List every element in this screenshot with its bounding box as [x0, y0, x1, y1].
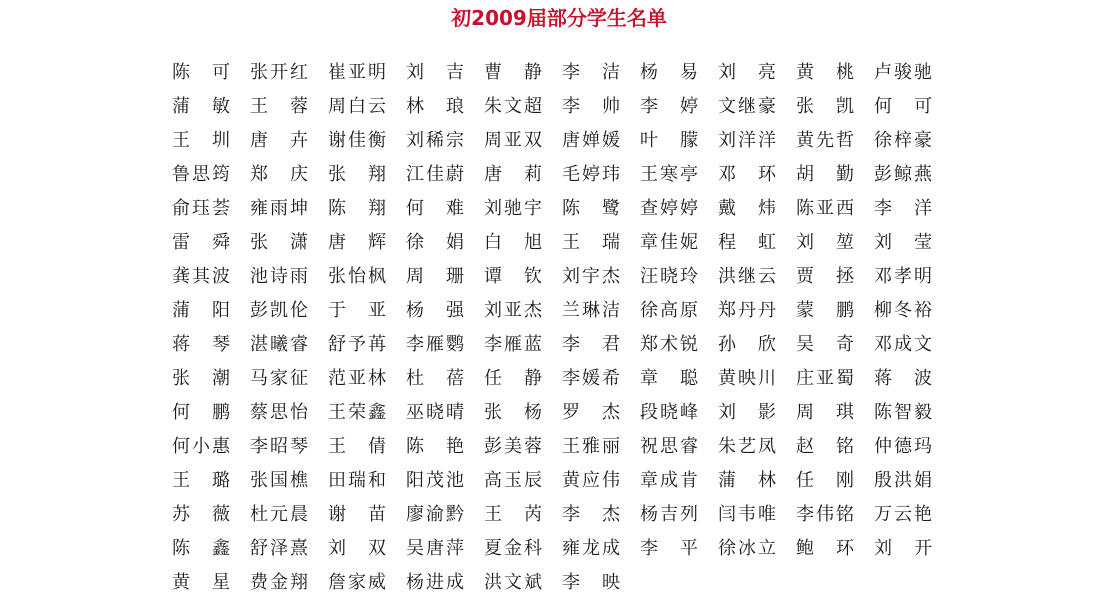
student-name: 陈 鹭 — [562, 198, 620, 219]
student-name: 杜元晨 — [250, 504, 308, 525]
student-name: 黄映川 — [718, 368, 776, 389]
student-name: 李 映 — [562, 572, 620, 593]
student-name: 万云艳 — [874, 504, 932, 525]
student-name: 陈智毅 — [874, 402, 932, 423]
student-name: 章 聪 — [640, 368, 698, 389]
student-name: 范亚林 — [328, 368, 386, 389]
student-name: 罗 杰 — [562, 402, 620, 423]
document-title: 初2009届部分学生名单 — [451, 6, 667, 30]
student-name: 任 刚 — [796, 470, 854, 491]
student-name: 王 圳 — [172, 130, 230, 151]
student-name: 汪晓玲 — [640, 266, 698, 287]
student-name: 张开红 — [250, 62, 308, 83]
student-name: 李 洁 — [562, 62, 620, 83]
student-name: 朱艺凤 — [718, 436, 776, 457]
student-name: 邓 环 — [718, 164, 776, 185]
student-name: 雷 舜 — [172, 232, 230, 253]
student-name: 王寒亭 — [640, 164, 698, 185]
student-name: 黄 星 — [172, 572, 230, 593]
student-name: 朱文超 — [484, 96, 542, 117]
student-name: 徐高原 — [640, 300, 698, 321]
student-name: 湛曦睿 — [250, 334, 308, 355]
student-name: 于 亚 — [328, 300, 386, 321]
student-name: 蔡思怡 — [250, 402, 308, 423]
student-name: 胡 勤 — [796, 164, 854, 185]
student-name: 彭鲸燕 — [874, 164, 932, 185]
student-name: 鲁思筠 — [172, 164, 230, 185]
student-name: 詹家威 — [328, 572, 386, 593]
student-name: 李雁鹦 — [406, 334, 464, 355]
student-name: 刘 影 — [718, 402, 776, 423]
student-name: 张 杨 — [484, 402, 542, 423]
student-name: 何小惠 — [172, 436, 230, 457]
student-name: 李 平 — [640, 538, 698, 559]
student-name: 张 翔 — [328, 164, 386, 185]
student-name: 俞珏荟 — [172, 198, 230, 219]
student-name: 雍雨坤 — [250, 198, 308, 219]
student-name: 周白云 — [328, 96, 386, 117]
student-name: 吴唐萍 — [406, 538, 464, 559]
student-name: 李 婷 — [640, 96, 698, 117]
student-name: 彭凯伦 — [250, 300, 308, 321]
student-name: 程 虹 — [718, 232, 776, 253]
student-name: 刘洋洋 — [718, 130, 776, 151]
student-name: 舒予苒 — [328, 334, 386, 355]
student-name: 蒲 林 — [718, 470, 776, 491]
student-name: 巫晓晴 — [406, 402, 464, 423]
student-name: 杜 蓓 — [406, 368, 464, 389]
student-name: 陈 鑫 — [172, 538, 230, 559]
student-name: 黄应伟 — [562, 470, 620, 491]
student-name: 李 帅 — [562, 96, 620, 117]
student-name: 张 潇 — [250, 232, 308, 253]
student-name: 洪文斌 — [484, 572, 542, 593]
student-name: 王 璐 — [172, 470, 230, 491]
student-name: 殷洪娟 — [874, 470, 932, 491]
student-name: 刘驰宇 — [484, 198, 542, 219]
student-name: 郑 庆 — [250, 164, 308, 185]
student-name: 邓孝明 — [874, 266, 932, 287]
student-name: 徐冰立 — [718, 538, 776, 559]
student-name: 祝思睿 — [640, 436, 698, 457]
student-name: 曹 静 — [484, 62, 542, 83]
student-name: 崔亚明 — [328, 62, 386, 83]
student-name: 谭 钦 — [484, 266, 542, 287]
student-name: 刘 开 — [874, 538, 932, 559]
student-name: 高玉辰 — [484, 470, 542, 491]
student-name: 陈 翔 — [328, 198, 386, 219]
student-name: 黄先哲 — [796, 130, 854, 151]
student-name: 章佳妮 — [640, 232, 698, 253]
student-name: 何 鹏 — [172, 402, 230, 423]
student-name: 唐 卉 — [250, 130, 308, 151]
student-name: 李 洋 — [874, 198, 932, 219]
student-name: 龚其波 — [172, 266, 230, 287]
student-name: 刘宇杰 — [562, 266, 620, 287]
student-name: 田瑞和 — [328, 470, 386, 491]
student-name: 郑术锐 — [640, 334, 698, 355]
student-name: 洪继云 — [718, 266, 776, 287]
student-name: 蒋 波 — [874, 368, 932, 389]
student-name: 李 杰 — [562, 504, 620, 525]
student-name: 段晓峰 — [640, 402, 698, 423]
student-name: 王 瑞 — [562, 232, 620, 253]
student-name: 徐 娟 — [406, 232, 464, 253]
student-name: 孙 欣 — [718, 334, 776, 355]
student-name: 任 静 — [484, 368, 542, 389]
student-name: 刘 莹 — [874, 232, 932, 253]
student-name: 谢 苗 — [328, 504, 386, 525]
student-name: 蒋 琴 — [172, 334, 230, 355]
student-name: 邓成文 — [874, 334, 932, 355]
student-name: 周 珊 — [406, 266, 464, 287]
student-name: 兰琳洁 — [562, 300, 620, 321]
student-name: 刘 双 — [328, 538, 386, 559]
student-name: 查婷婷 — [640, 198, 698, 219]
student-name: 费金翔 — [250, 572, 308, 593]
student-name: 何 可 — [874, 96, 932, 117]
student-name: 郑丹丹 — [718, 300, 776, 321]
student-name: 张国樵 — [250, 470, 308, 491]
student-name: 徐梓豪 — [874, 130, 932, 151]
student-name: 林 琅 — [406, 96, 464, 117]
student-name: 贾 拯 — [796, 266, 854, 287]
student-name: 舒泽熹 — [250, 538, 308, 559]
student-name: 唐 莉 — [484, 164, 542, 185]
student-name: 蒲 敏 — [172, 96, 230, 117]
student-name: 文继豪 — [718, 96, 776, 117]
student-name: 杨进成 — [406, 572, 464, 593]
student-name: 何 难 — [406, 198, 464, 219]
student-name: 蒲 阳 — [172, 300, 230, 321]
student-name: 刘亚杰 — [484, 300, 542, 321]
student-name: 李媛希 — [562, 368, 620, 389]
student-name: 闫韦唯 — [718, 504, 776, 525]
student-name: 雍龙成 — [562, 538, 620, 559]
student-name: 李昭琴 — [250, 436, 308, 457]
student-name: 陈 艳 — [406, 436, 464, 457]
student-name: 王荣鑫 — [328, 402, 386, 423]
student-name: 唐 辉 — [328, 232, 386, 253]
student-name: 刘 亮 — [718, 62, 776, 83]
student-name: 卢骏驰 — [874, 62, 932, 83]
student-name: 白 旭 — [484, 232, 542, 253]
student-name-grid — [172, 56, 952, 600]
student-name: 毛婷玮 — [562, 164, 620, 185]
student-name: 戴 炜 — [718, 198, 776, 219]
student-name: 李 君 — [562, 334, 620, 355]
student-name: 王 倩 — [328, 436, 386, 457]
student-name: 柳冬裕 — [874, 300, 932, 321]
student-name: 刘 堃 — [796, 232, 854, 253]
student-name: 周亚双 — [484, 130, 542, 151]
student-name: 张 凯 — [796, 96, 854, 117]
student-name: 李雁蓝 — [484, 334, 542, 355]
student-name: 唐婵媛 — [562, 130, 620, 151]
student-name: 周 琪 — [796, 402, 854, 423]
student-name: 彭美蓉 — [484, 436, 542, 457]
student-name: 王 蓉 — [250, 96, 308, 117]
student-name: 张 潮 — [172, 368, 230, 389]
student-name: 王雅丽 — [562, 436, 620, 457]
student-name: 鲍 环 — [796, 538, 854, 559]
student-name: 池诗雨 — [250, 266, 308, 287]
student-name: 江佳蔚 — [406, 164, 464, 185]
student-name: 刘稀宗 — [406, 130, 464, 151]
student-name: 庄亚蜀 — [796, 368, 854, 389]
student-name: 苏 薇 — [172, 504, 230, 525]
student-name: 黄 桃 — [796, 62, 854, 83]
student-name: 刘 吉 — [406, 62, 464, 83]
student-name: 赵 铭 — [796, 436, 854, 457]
student-name: 杨吉列 — [640, 504, 698, 525]
student-name: 王 芮 — [484, 504, 542, 525]
student-name: 陈亚西 — [796, 198, 854, 219]
student-name: 夏金科 — [484, 538, 542, 559]
student-name: 马家征 — [250, 368, 308, 389]
student-name: 廖渝黔 — [406, 504, 464, 525]
student-name: 张怡枫 — [328, 266, 386, 287]
student-name: 杨 易 — [640, 62, 698, 83]
student-name: 阳茂池 — [406, 470, 464, 491]
student-name: 章成肯 — [640, 470, 698, 491]
student-name: 谢佳衡 — [328, 130, 386, 151]
student-name: 蒙 鹏 — [796, 300, 854, 321]
student-name: 陈 可 — [172, 62, 230, 83]
student-name: 吴 奇 — [796, 334, 854, 355]
student-name: 杨 强 — [406, 300, 464, 321]
student-name: 李伟铭 — [796, 504, 854, 525]
student-name: 叶 朦 — [640, 130, 698, 151]
student-name: 仲德玛 — [874, 436, 932, 457]
